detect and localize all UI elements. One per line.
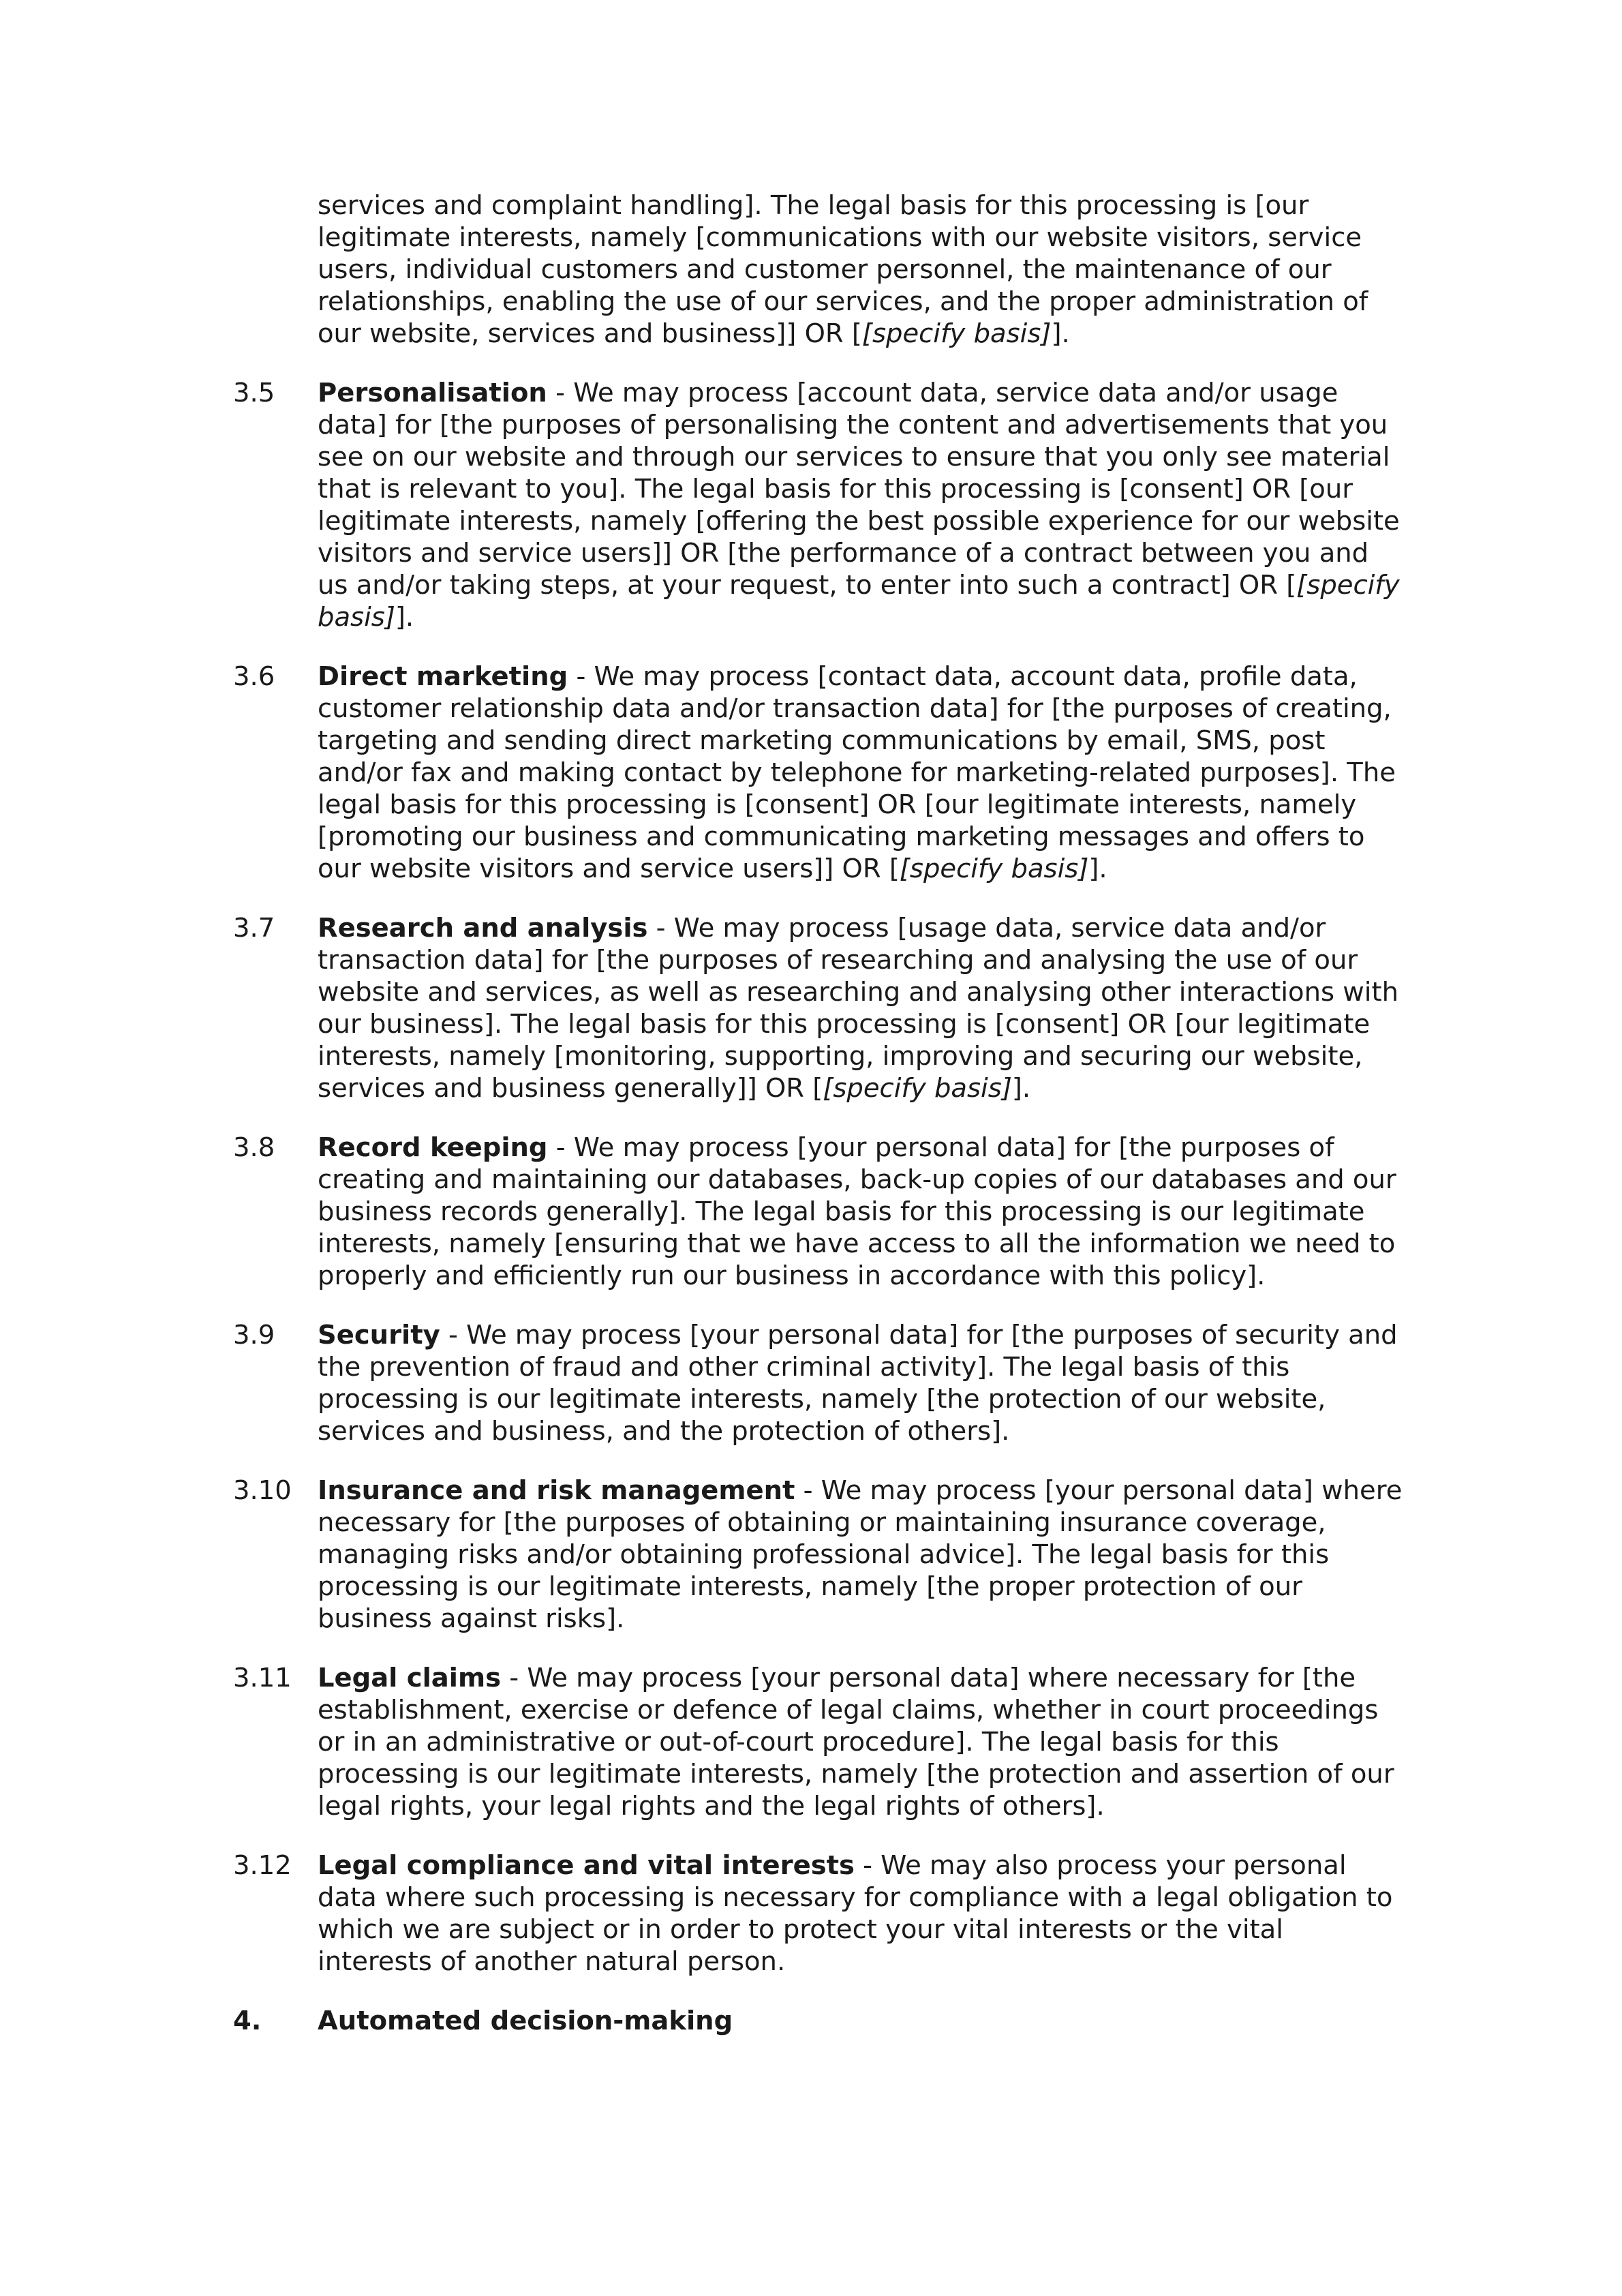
clause-text: - We may process [usage data, service data and/or transaction data] for [the purposes of researching and analysing the use of our website and services, as well as researching and analysing other interactions with our business]. The legal basis for this processing is [consent] OR [our legitimate interests, namely [monitoring, supporting, improving and securing our website, services and business generally]] OR [: [318, 913, 1398, 1104]
clause-number: 3.5: [233, 378, 275, 408]
clause-text: - We may process [your personal data] for [the purposes of security and the prevention of fraud and other criminal activity]. The legal basis of this processing is our legitimate interests, namely [the protection of our website, services and business, and the protection of others].: [318, 1320, 1398, 1447]
clause-text: - We may process [account data, service data and/or usage data] for [the purposes of personalising the content and advertisements that you see on our website and through our services to ensure that you only see material that is relevant to you]. The legal basis for this processing is [consent] OR [our legitimate interests, namely [offering the best possible experience for our website visitors and service users]] OR [the performance of a contract between you and us and/or taking steps, at your request, to enter into such a contract] OR [: [318, 378, 1400, 601]
clause-body: [318, 1662, 1405, 1822]
clause-title: Insurance and risk management: [318, 1475, 795, 1506]
heading-title: Automated decision-making: [318, 2006, 733, 2036]
clause-body: [318, 1849, 1405, 1978]
clause-3-12: [233, 1849, 1405, 1978]
clause-3-11: [233, 1662, 1405, 1822]
clause-number: 3.6: [233, 661, 275, 692]
clause-number: 3.8: [233, 1132, 275, 1163]
heading-number: 4.: [233, 2006, 262, 2036]
clause-end: ].: [1011, 1073, 1031, 1104]
clause-title: Research and analysis: [318, 913, 648, 943]
clause-title: Legal compliance and vital interests: [318, 1850, 855, 1881]
clause-3-9: [233, 1319, 1405, 1447]
clause-italic: [specify basis]: [899, 854, 1089, 884]
clause-3-7: [233, 912, 1405, 1104]
clause-number: 3.10: [233, 1475, 292, 1506]
clause-title: Direct marketing: [318, 661, 568, 692]
clause-italic: [specify basis]: [823, 1073, 1012, 1104]
clause-number: 3.11: [233, 1663, 292, 1693]
continuation-paragraph: [318, 190, 1405, 350]
continuation-end: ].: [1051, 318, 1070, 349]
clause-3-5: [233, 377, 1405, 633]
clause-title: Security: [318, 1320, 440, 1350]
clause-text: - We may process [your personal data] for [the purposes of creating and maintaining our databases, back-up copies of our databases and our business records generally]. The legal basis for this processing is our legitimate interests, namely [ensuring that we have access to all the information we need to properly and efficiently run our business in accordance with this policy].: [318, 1132, 1396, 1291]
section-heading: [233, 2005, 1405, 2037]
clause-title: Personalisation: [318, 378, 547, 408]
clause-text: - We may also process your personal data where such processing is necessary for compliance with a legal obligation to which we are subject or in order to protect your vital interests or the vital interests of another natural person.: [318, 1850, 1393, 1977]
continuation-text: services and complaint handling]. The legal basis for this processing is [our legitimate interests, namely [communications with our website visitors, service users, individual customers and customer personnel, the maintenance of our relationships, enabling the use of our services, and the proper administration of our website, services and business]] OR [: [318, 190, 1368, 349]
clause-text: - We may process [your personal data] where necessary for [the purposes of obtaining or maintaining insurance coverage, managing risks and/or obtaining professional advice]. The legal basis for this processing is our legitimate interests, namely [the proper protection of our business against risks].: [318, 1475, 1403, 1634]
clause-italic: [specify basis]: [318, 570, 1400, 633]
clause-body: [318, 377, 1405, 633]
clause-title: Legal claims: [318, 1663, 502, 1693]
clause-number: 3.7: [233, 913, 275, 943]
clause-3-8: [233, 1132, 1405, 1292]
clause-body: [318, 1475, 1405, 1635]
clause-3-6: [233, 661, 1405, 885]
clause-3-10: [233, 1475, 1405, 1635]
clause-number: 3.9: [233, 1320, 275, 1350]
clause-text: - We may process [contact data, account data, profile data, customer relationship data and/or transaction data] for [the purposes of creating, targeting and sending direct marketing communications by email, SMS, post and/or fax and making contact by telephone for marketing-related purposes]. The legal basis for this processing is [consent] OR [our legitimate interests, namely [promoting our business and communicating marketing messages and offers to our website visitors and service users]] OR [: [318, 661, 1396, 884]
clause-body: [318, 1319, 1405, 1447]
clause-text: - We may process [your personal data] where necessary for [the establishment, exercise or defence of legal claims, whether in court proceedings or in an administrative or out-of-court procedure]. The legal basis for this processing is our legitimate interests, namely [the protection and assertion of our legal rights, your legal rights and the legal rights of others].: [318, 1663, 1394, 1822]
clause-number: 3.12: [233, 1850, 292, 1881]
clause-body: [318, 661, 1405, 885]
document-content: [233, 190, 1405, 2037]
clause-end: ].: [395, 602, 414, 633]
clause-body: [318, 1132, 1405, 1292]
clause-body: [318, 912, 1405, 1104]
clause-title: Record keeping: [318, 1132, 548, 1163]
continuation-italic: [specify basis]: [861, 318, 1052, 349]
clause-end: ].: [1088, 854, 1107, 884]
